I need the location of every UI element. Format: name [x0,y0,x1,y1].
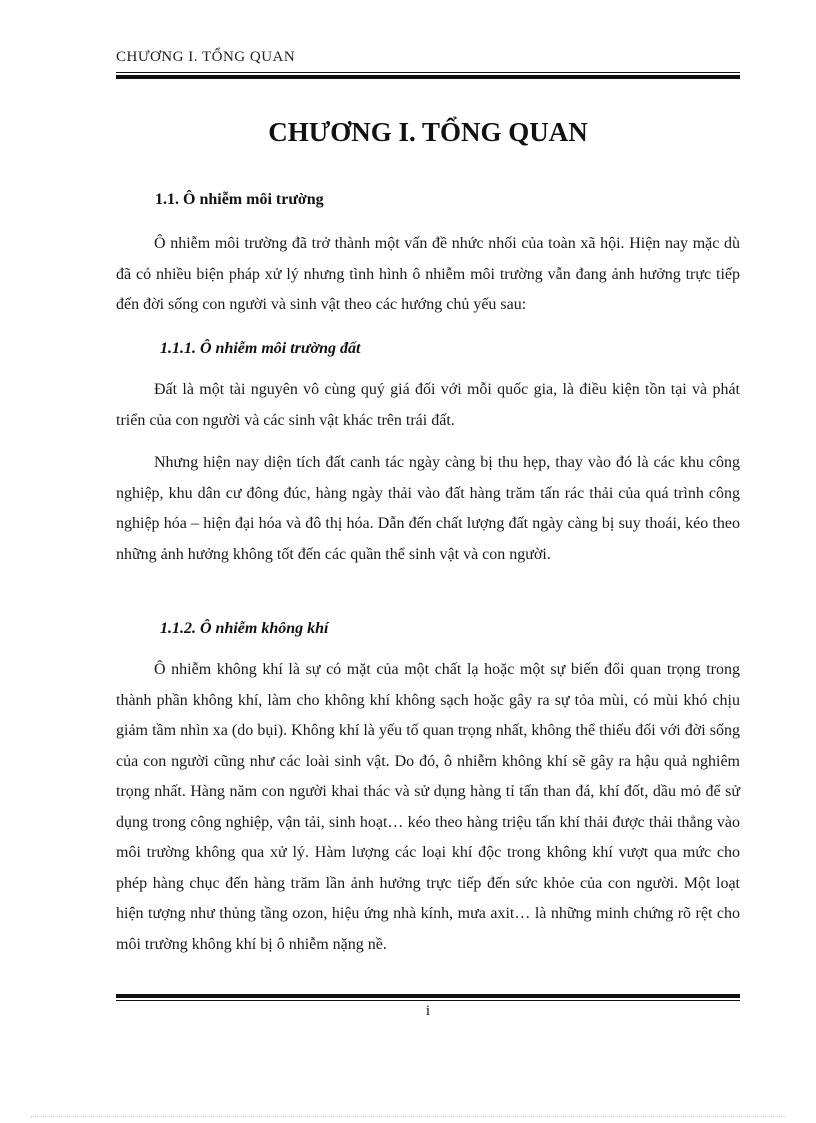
chapter-title: CHƯƠNG I. TỔNG QUAN [268,117,588,147]
running-header: CHƯƠNG I. TỔNG QUAN [116,49,296,65]
paragraph-soil-2: Nhưng hiện nay diện tích đất canh tác ngày càng bị thu hẹp, thay vào đó là các khu công nghiệp, khu dân cư đông đúc, hàng ngày thải vào đất hàng trăm tấn rác thải của quá trình công nghiệp hóa – hiện đại hóa và đô thị hóa. Dẫn đến chất lượng đất ngày càng bị suy thoái, kéo theo những ảnh hưởng không tốt đến các quần thể sinh vật và con người. [116,454,740,563]
section-heading-1-1: 1.1. Ô nhiễm môi trường [155,191,324,208]
page-number: i [425,1003,431,1019]
footer-rule-thin [116,1000,740,1001]
page-bottom-border [30,1116,786,1117]
header-rule-thick [116,75,740,79]
sub-heading-1-1-1: 1.1.1. Ô nhiễm môi trường đất [160,340,361,357]
paragraph-air-1: Ô nhiễm không khí là sự có mặt của một chất lạ hoặc một sự biến đổi quan trọng trong thành phần không khí, làm cho không khí không sạch hoặc gây ra sự tỏa mùi, có mùi khó chịu giảm tầm nhìn xa (do bụi). Không khí là yếu tố quan trọng nhất, không thể thiếu đối với đời sống của con người cũng như các loài sinh vật. Do đó, ô nhiễm không khí sẽ gây ra hậu quả nghiêm trọng nhất. Hàng năm con người khai thác và sử dụng hàng tỉ tấn than đá, khí đốt, dầu mỏ để sử dụng trong công nghiệp, vận tải, sinh hoạt… kéo theo hàng triệu tấn khí thải được thải thẳng vào môi trường không qua xử lý. Hàm lượng các loại khí độc trong không khí vượt qua mức cho phép hàng chục đến hàng trăm lần ảnh hưởng trực tiếp đến sức khỏe của con người. Một loạt hiện tượng như thủng tầng ozon, hiệu ứng nhà kính, mưa axit… là những minh chứng rõ rệt cho môi trường không khí bị ô nhiễm nặng nề. [116,661,740,953]
sub-heading-1-1-2: 1.1.2. Ô nhiễm không khí [160,620,329,637]
paragraph-intro: Ô nhiễm môi trường đã trở thành một vấn đề nhức nhối của toàn xã hội. Hiện nay mặc dù đã có nhiều biện pháp xử lý nhưng tình hình ô nhiễm môi trường vẫn đang ảnh hưởng trực tiếp đến đời sống con người và sinh vật theo các hướng chủ yếu sau: [116,235,740,313]
paragraph-soil-1: Đất là một tài nguyên vô cùng quý giá đối với mỗi quốc gia, là điều kiện tồn tại và phát triển của con người và các sinh vật khác trên trái đất. [116,381,740,429]
footer-rule-thick [116,994,740,998]
header-rule-thin [116,72,740,73]
